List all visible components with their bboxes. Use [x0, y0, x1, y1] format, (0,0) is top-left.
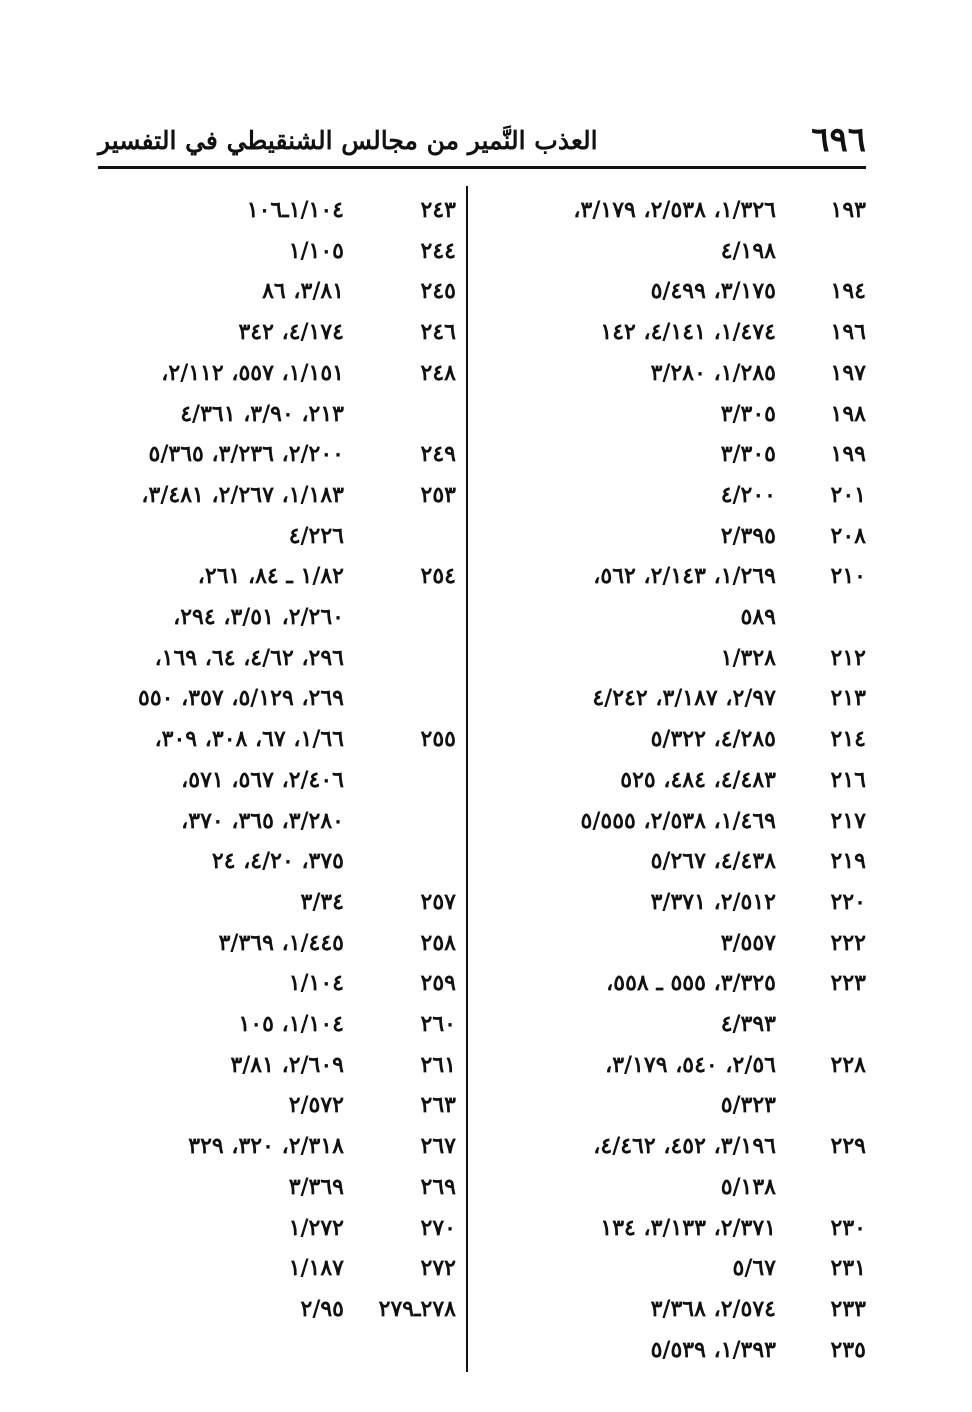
page-references [98, 963, 356, 1004]
index-entry [98, 312, 456, 353]
verse-number: ١٩٦ [830, 319, 866, 346]
reference-line: ٢/٥٧٤، ٣/٣٦٨ [650, 1295, 776, 1322]
reference-line: ٢/٩٧، ٣/١٨٧، ٤/٢٤٢ [592, 685, 776, 712]
verse-number: ٢٣٣ [830, 1295, 866, 1322]
verse-number: ٢٢٩ [830, 1133, 866, 1160]
page-references [98, 923, 356, 964]
index-entry [98, 353, 456, 434]
index-entry [490, 963, 866, 1044]
reference-line: ٣/١٧٥، ٥/٤٩٩ [650, 278, 776, 305]
index-entry [490, 1126, 866, 1207]
page-references [490, 1248, 808, 1289]
reference-line: ٢/٣١٨، ٣٢٠، ٣٢٩ [188, 1133, 344, 1160]
reference-line: ١/١٠٤ـ١٠٦ [246, 197, 344, 223]
reference-line: ٢/٢٠٠، ٣/٢٣٦، ٥/٣٦٥ [148, 441, 344, 468]
verse-number: ٢٥٤ [420, 563, 456, 590]
reference-line: ٢/٢٦٠، ٣/٥١، ٢٩٤، [173, 604, 344, 631]
page-references [98, 190, 356, 231]
verse-number: ٢٠٨ [830, 522, 866, 549]
index-entry [98, 882, 456, 923]
page-header [98, 118, 866, 162]
verse-number: ٢٧٠ [420, 1214, 456, 1241]
reference-line: ٤/٤٣٨، ٥/٢٦٧ [650, 848, 776, 875]
reference-line: ٢/٣٩٥ [720, 522, 776, 549]
index-entry [98, 1085, 456, 1126]
index-column-left [98, 190, 456, 1330]
verse-number: ١٩٣ [830, 197, 866, 223]
page-references [98, 882, 356, 923]
reference-line: ١/١٨٧ [288, 1255, 344, 1282]
index-entry [490, 1289, 866, 1330]
verse-number: ٢٤٥ [420, 278, 456, 305]
verse-number: ٢٤٤ [420, 237, 456, 264]
index-entry [98, 475, 456, 556]
reference-line: ١/١٠٤، ١٠٥ [238, 1011, 344, 1038]
verse-number: ٢٣١ [830, 1255, 866, 1282]
index-entry [98, 1126, 456, 1167]
reference-line: ٤/٢٠٠ [720, 481, 776, 508]
reference-line: ٢/٥١٢، ٣/٣٧١ [650, 888, 776, 915]
reference-line: ٤/٢٨٥، ٥/٣٢٢ [650, 726, 776, 753]
page-references [490, 1126, 808, 1207]
verse-number: ٢١٣ [830, 685, 866, 712]
page-references [98, 1289, 356, 1330]
index-entry [490, 353, 866, 394]
page-references [490, 719, 808, 760]
verse-number: ٢٦٩ [420, 1173, 456, 1200]
verse-number: ٢٤٩ [420, 441, 456, 468]
page-references [98, 231, 356, 272]
reference-line: ١/٢٧٢ [288, 1214, 344, 1241]
verse-number: ٢٠١ [830, 481, 866, 508]
reference-line: ١/٤٦٩، ٢/٥٣٨، ٥/٥٥٥ [580, 807, 776, 834]
index-entry [98, 1045, 456, 1086]
reference-line: ٣/٣٦٩ [288, 1173, 344, 1200]
index-entry [490, 882, 866, 923]
reference-line: ٢٦٩، ٥/١٢٩، ٣٥٧، ٥٥٠ [138, 685, 344, 712]
index-entry [490, 760, 866, 801]
page-references [490, 1045, 808, 1126]
page-references [490, 760, 808, 801]
reference-line: ٢/٦٠٩، ٣/٨١ [230, 1051, 344, 1078]
page-references [490, 516, 808, 557]
reference-line: ١/١٥١، ٥٥٧، ٢/١١٢، [161, 359, 344, 386]
index-entry [490, 1248, 866, 1289]
reference-line: ١/١٠٤ [288, 970, 344, 997]
reference-line: ٤/٢٢٦ [288, 522, 344, 549]
reference-line: ٥/١٣٨ [720, 1173, 776, 1200]
page-references [98, 719, 356, 882]
header-rule [98, 166, 866, 169]
verse-number: ١٩٤ [830, 278, 866, 305]
index-entry [490, 638, 866, 679]
index-entry [98, 556, 456, 719]
page-references [490, 271, 808, 312]
index-entry [98, 1208, 456, 1249]
reference-line: ٢١٣، ٣/٩٠، ٤/٣٦١ [180, 400, 344, 427]
page-references [98, 1167, 356, 1208]
index-entry [490, 475, 866, 516]
verse-number: ٢٤٦ [420, 319, 456, 346]
reference-line: ٤/٤٨٣، ٤٨٤، ٥٢٥ [620, 766, 776, 793]
page-references [98, 1208, 356, 1249]
index-entry [490, 1330, 866, 1371]
verse-number: ٢٧٢ [420, 1255, 456, 1282]
page-references [98, 312, 356, 353]
reference-line: ١/١٨٣، ٢/٢٦٧، ٣/٤٨١، [141, 481, 344, 508]
reference-line: ١/٤٤٥، ٣/٣٦٩ [218, 929, 344, 956]
verse-number: ٢١٢ [830, 644, 866, 671]
index-entry [490, 434, 866, 475]
book-title: العذب النَّمير من مجالس الشنقيطي في التفسير [98, 125, 598, 155]
reference-line: ٢/٩٥ [300, 1295, 344, 1322]
verse-number: ٢٥٧ [420, 888, 456, 915]
index-entry [490, 394, 866, 435]
reference-line: ١/٢٦٩، ٢/١٤٣، ٥٦٢، [593, 563, 776, 590]
index-entry [490, 801, 866, 842]
page-references [490, 353, 808, 394]
verse-number: ٢١٦ [830, 766, 866, 793]
page-references [98, 1004, 356, 1045]
verse-number: ٢٢٢ [830, 929, 866, 956]
reference-line: ٣/٢٨٠، ٣٦٥، ٣٧٠، [181, 807, 344, 834]
index-entry [490, 1208, 866, 1249]
verse-number: ٢٣٠ [830, 1214, 866, 1241]
verse-number: ٢٢٣ [830, 970, 866, 997]
verse-number: ٢٤٨ [420, 359, 456, 386]
page-references [98, 1126, 356, 1167]
reference-line: ١/٣٢٨ [720, 644, 776, 671]
page-references [490, 638, 808, 679]
page-references [490, 1208, 808, 1249]
reference-line: ٣/٣٤ [300, 888, 344, 915]
reference-line: ٥/٦٧ [732, 1255, 776, 1282]
verse-number: ٢١٤ [830, 726, 866, 753]
page-references [490, 841, 808, 882]
page-references [490, 190, 808, 271]
page-references [98, 434, 356, 475]
index-entry [490, 556, 866, 637]
index-entry [98, 923, 456, 964]
index-entry [98, 231, 456, 272]
index-entry [490, 271, 866, 312]
index-entry [98, 1004, 456, 1045]
page-references [98, 1085, 356, 1126]
reference-line: ٤/١٩٨ [720, 237, 776, 264]
index-entry [490, 190, 866, 271]
reference-line: ١/٣٢٦، ٢/٥٣٨، ٣/١٧٩، [573, 197, 776, 223]
index-entry [490, 678, 866, 719]
verse-number: ١٩٧ [830, 359, 866, 386]
index-entry [490, 1045, 866, 1126]
index-entry [98, 271, 456, 312]
reference-line: ١/٣٩٣، ٥/٥٣٩ [650, 1336, 776, 1363]
page-references [98, 475, 356, 556]
page-references [98, 1248, 356, 1289]
index-column-right [490, 190, 866, 1370]
page-references [490, 923, 808, 964]
index-entry [98, 190, 456, 231]
reference-line: ٣/٥٥٧ [720, 929, 776, 956]
verse-number: ٢٢٠ [830, 888, 866, 915]
verse-number: ٢٥٥ [420, 726, 456, 753]
reference-line: ١/٤٧٤، ٤/١٤١، ١٤٢ [600, 319, 776, 346]
reference-line: ٤/٣٩٣ [720, 1011, 776, 1038]
verse-number: ٢٢٨ [830, 1051, 866, 1078]
page-references [490, 394, 808, 435]
verse-number: ٢٣٥ [830, 1336, 866, 1363]
verse-number: ٢١٧ [830, 807, 866, 834]
verse-number: ٢٦١ [420, 1051, 456, 1078]
reference-line: ٢٩٦، ٤/٦٢، ٦٤، ١٦٩، [154, 644, 344, 671]
page-references [98, 556, 356, 719]
reference-line: ٤/١٧٤، ٣٤٢ [238, 319, 344, 346]
reference-line: ٣/٣٠٥ [720, 400, 776, 427]
index-entry [98, 963, 456, 1004]
verse-number: ٢١٠ [830, 563, 866, 590]
index-entry [98, 1289, 456, 1330]
verse-number: ٢٥٩ [420, 970, 456, 997]
reference-line: ٥٨٩ [740, 604, 776, 631]
page-number: ٦٩٦ [811, 120, 866, 160]
reference-line: ٣٧٥، ٤/٢٠، ٢٤ [211, 848, 344, 875]
page-references [490, 312, 808, 353]
page-references [490, 475, 808, 516]
column-divider [466, 186, 468, 1372]
verse-number: ٢١٩ [830, 848, 866, 875]
reference-line: ١/١٠٥ [288, 237, 344, 264]
index-entry [98, 434, 456, 475]
page-references [490, 556, 808, 637]
reference-line: ٢/٤٠٦، ٥٦٧، ٥٧١، [181, 766, 344, 793]
page-references [98, 271, 356, 312]
reference-line: ٢/٥٧٢ [288, 1092, 344, 1119]
reference-line: ٣/٣٢٥، ٥٥٥ ـ ٥٥٨، [606, 970, 776, 997]
verse-number: ٢٥٨ [420, 929, 456, 956]
reference-line: ١/٨٢ ـ ٨٤، ٢٦١، [197, 563, 344, 590]
page-references [490, 963, 808, 1044]
page-references [490, 434, 808, 475]
index-entry [490, 312, 866, 353]
index-entry [490, 923, 866, 964]
verse-number: ٢٧٨ـ٢٧٩ [378, 1295, 456, 1322]
index-entry [98, 1248, 456, 1289]
reference-line: ٢/٥٦، ٥٤٠، ٣/١٧٩، [605, 1051, 776, 1078]
reference-line: ١/٢٨٥، ٣/٢٨٠ [650, 359, 776, 386]
page-references [98, 1045, 356, 1086]
index-entry [98, 1167, 456, 1208]
reference-line: ٣/٨١، ٨٦ [262, 278, 344, 305]
page-references [490, 1289, 808, 1330]
verse-number: ١٩٨ [830, 400, 866, 427]
reference-line: ٢/٣٧١، ٣/١٣٣، ١٣٤ [600, 1214, 776, 1241]
index-entry [490, 841, 866, 882]
page-references [490, 801, 808, 842]
page-references [98, 353, 356, 434]
index-entry [490, 516, 866, 557]
page-references [490, 882, 808, 923]
page-references [490, 678, 808, 719]
verse-number: ٢٤٣ [420, 197, 456, 223]
verse-number: ٢٦٧ [420, 1133, 456, 1160]
verse-number: ٢٦٠ [420, 1011, 456, 1038]
verse-number: ٢٦٣ [420, 1092, 456, 1119]
index-entry [490, 719, 866, 760]
reference-line: ٣/١٩٦، ٤٥٢، ٤/٤٦٢، [593, 1133, 776, 1160]
reference-line: ١/٦٦، ٦٧، ٣٠٨، ٣٠٩، [154, 726, 344, 753]
page-references [490, 1330, 808, 1371]
verse-number: ١٩٩ [830, 441, 866, 468]
reference-line: ٥/٣٢٣ [720, 1092, 776, 1119]
verse-number: ٢٥٣ [420, 481, 456, 508]
index-entry [98, 719, 456, 882]
reference-line: ٣/٣٠٥ [720, 441, 776, 468]
